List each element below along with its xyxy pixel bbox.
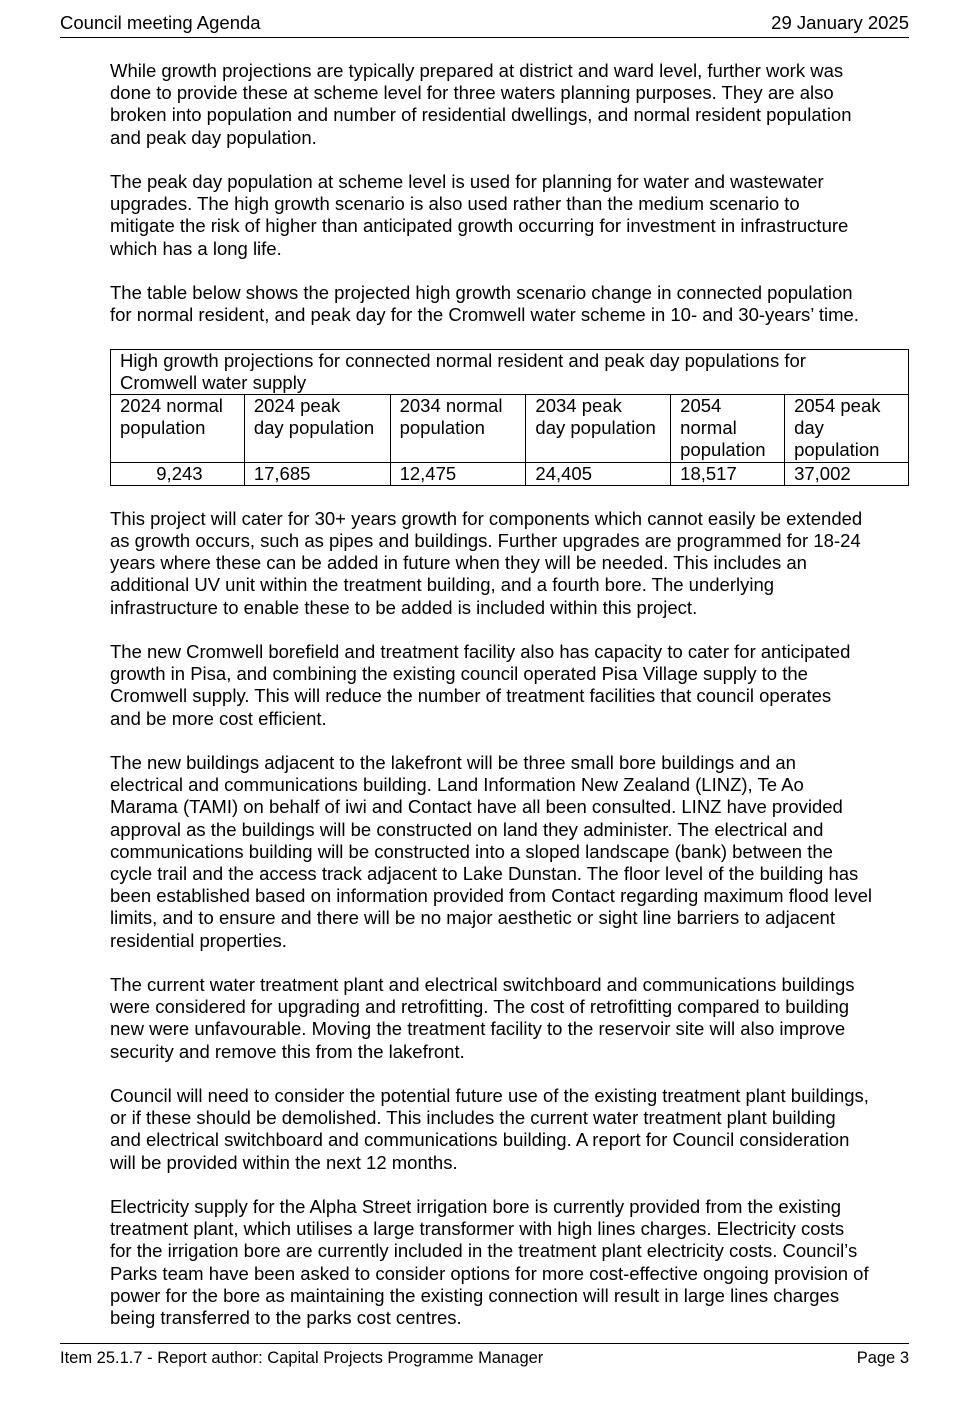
table-header-cell: 2034 peak day population bbox=[526, 395, 671, 463]
paragraph: Electricity supply for the Alpha Street irrigation bore is currently provided from the existing treatment plant, which utilises a large transformer with high lines charges. Electricity costs for the irrigation bore are currently included in the treatment plant electricity costs. Council’s Parks team have been asked to consider options for more cost-effective ongoing provision of power for the bore as maintaining the existing connection will result in large lines charges being transferred to the parks cost centres. bbox=[110, 1196, 869, 1329]
table-header-cell: 2054 normal population bbox=[671, 395, 785, 463]
paragraph: The new buildings adjacent to the lakefront will be three small bore buildings and an electrical and communications building. Land Information New Zealand (LINZ), Te Ao Marama (TAMI) on behalf of iwi and Contact have all been consulted. LINZ have provided approval as the buildings will be constructed on land they administer. The electrical and communications building will be constructed into a sloped landscape (bank) between the cycle trail and the access track adjacent to Lake Dunstan. The floor level of the building has been established based on information provided from Contact regarding maximum flood level limits, and to ensure and there will be no major aesthetic or sight line barriers to adjacent residential properties. bbox=[110, 752, 873, 951]
footer-item: Item 25.1.7 - Report author: Capital Projects Programme Manager bbox=[60, 1349, 544, 1367]
table-cell: 18,517 bbox=[671, 462, 785, 485]
page-header bbox=[60, 11, 909, 38]
table-cell: 12,475 bbox=[390, 462, 526, 485]
document-body bbox=[110, 60, 910, 1351]
table-header-cell: 2034 normal population bbox=[390, 395, 526, 463]
table-header-cell: 2054 peak day population bbox=[785, 395, 909, 463]
paragraph: The peak day population at scheme level is used for planning for water and wastewater upgrades. The high growth scenario is also used rather than the medium scenario to mitigate the risk of higher than anticipated growth occurring for investment in infrastructure which has a long life. bbox=[110, 171, 849, 259]
paragraph: The new Cromwell borefield and treatment facility also has capacity to cater for anticipated growth in Pisa, and combining the existing council operated Pisa Village supply to the Cromwell supply. This will reduce the number of treatment facilities that council operates and be more cost efficient. bbox=[110, 641, 851, 729]
page-footer bbox=[60, 1343, 909, 1370]
table-caption: High growth projections for connected normal resident and peak day populations for Cromwell water supply bbox=[111, 349, 909, 394]
header-date: 29 January 2025 bbox=[771, 12, 909, 33]
paragraph: The table below shows the projected high growth scenario change in connected population for normal resident, and peak day for the Cromwell water scheme in 10- and 30-years’ time. bbox=[110, 282, 859, 326]
paragraph: The current water treatment plant and electrical switchboard and communications buildings were considered for upgrading and retrofitting. The cost of retrofitting compared to building new were unfavourable. Moving the treatment facility to the reservoir site will also improve security and remove this from the lakefront. bbox=[110, 974, 855, 1062]
table-row bbox=[111, 462, 909, 485]
table-cell: 37,002 bbox=[785, 462, 909, 485]
table-cell: 17,685 bbox=[244, 462, 390, 485]
page-number: Page 3 bbox=[856, 1349, 909, 1367]
paragraph: This project will cater for 30+ years growth for components which cannot easily be extended as growth occurs, such as pipes and buildings. Further upgrades are programmed for 18-24 years where these can be added in future when they will be needed. This includes an additional UV unit within the treatment building, and a fourth bore. The underlying infrastructure to enable these to be added is included within this project. bbox=[110, 507, 863, 618]
paragraph: While growth projections are typically prepared at district and ward level, further work was done to provide these at scheme level for three waters planning purposes. They are also broken into population and number of residential dwellings, and normal resident population and peak day population. bbox=[110, 60, 852, 148]
growth-projections-table bbox=[110, 349, 909, 486]
table-header-cell: 2024 peak day population bbox=[244, 395, 390, 463]
table-header-cell: 2024 normal population bbox=[111, 395, 245, 463]
table-cell: 9,243 bbox=[111, 462, 245, 485]
table-caption-row bbox=[111, 349, 909, 394]
header-title: Council meeting Agenda bbox=[60, 12, 261, 33]
table-cell: 24,405 bbox=[526, 462, 671, 485]
table-header-row bbox=[111, 395, 909, 463]
paragraph: Council will need to consider the potential future use of the existing treatment plant buildings, or if these should be demolished. This includes the current water treatment plant building and electrical switchboard and communications building. A report for Council consideration will be provided within the next 12 months. bbox=[110, 1085, 869, 1173]
